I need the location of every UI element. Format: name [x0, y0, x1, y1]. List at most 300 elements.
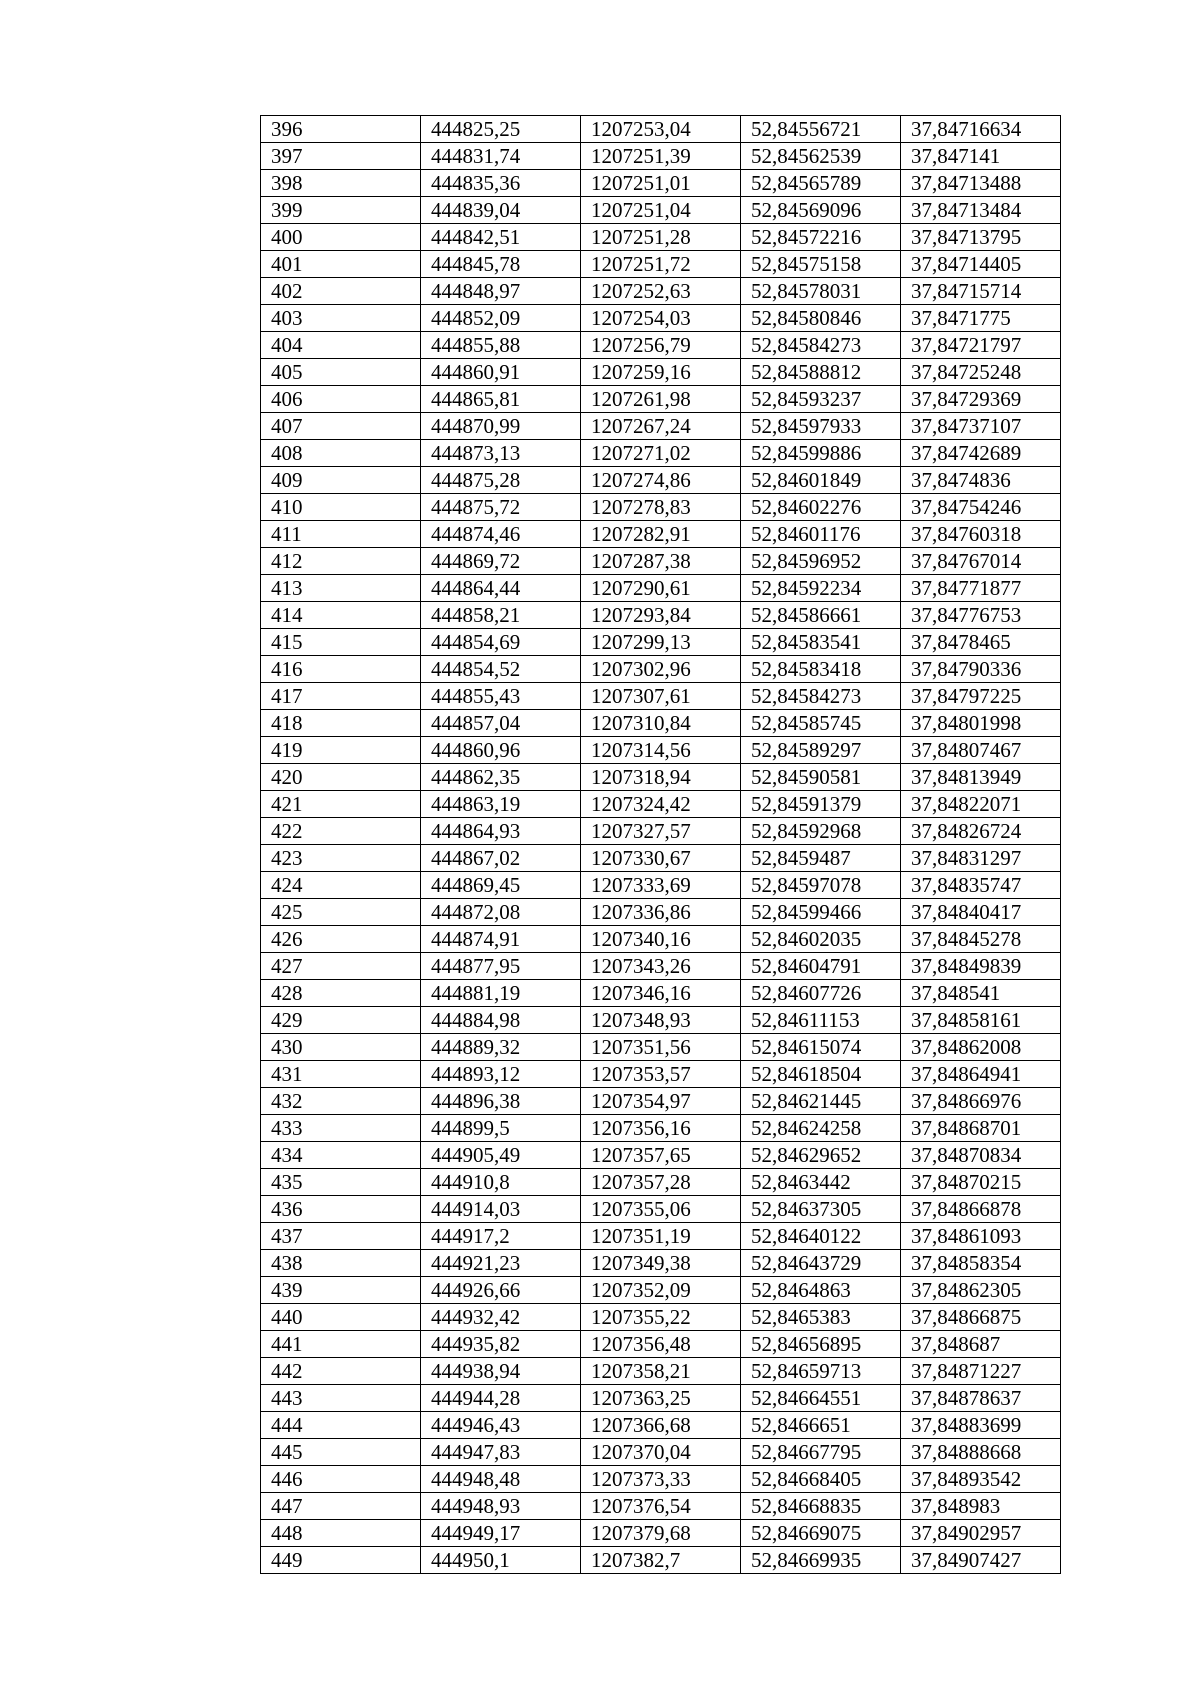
table-row [261, 251, 1061, 278]
y-coordinate-cell: 1207355,06 [581, 1196, 741, 1223]
point-number-cell: 449 [261, 1547, 421, 1574]
x-coordinate-cell: 444862,35 [421, 764, 581, 791]
x-coordinate-cell: 444935,82 [421, 1331, 581, 1358]
y-coordinate-cell: 1207282,91 [581, 521, 741, 548]
y-coordinate-cell: 1207290,61 [581, 575, 741, 602]
y-coordinate-cell: 1207376,54 [581, 1493, 741, 1520]
x-coordinate-cell: 444926,66 [421, 1277, 581, 1304]
y-coordinate-cell: 1207357,65 [581, 1142, 741, 1169]
longitude-cell: 37,84870215 [901, 1169, 1061, 1196]
latitude-cell: 52,84602276 [741, 494, 901, 521]
x-coordinate-cell: 444948,93 [421, 1493, 581, 1520]
longitude-cell: 37,84826724 [901, 818, 1061, 845]
table-row [261, 1142, 1061, 1169]
table-row [261, 386, 1061, 413]
table-row [261, 1196, 1061, 1223]
longitude-cell: 37,84866875 [901, 1304, 1061, 1331]
point-number-cell: 398 [261, 170, 421, 197]
latitude-cell: 52,84591379 [741, 791, 901, 818]
table-row [261, 440, 1061, 467]
x-coordinate-cell: 444917,2 [421, 1223, 581, 1250]
table-row [261, 1358, 1061, 1385]
x-coordinate-cell: 444864,44 [421, 575, 581, 602]
x-coordinate-cell: 444944,28 [421, 1385, 581, 1412]
x-coordinate-cell: 444884,98 [421, 1007, 581, 1034]
x-coordinate-cell: 444921,23 [421, 1250, 581, 1277]
y-coordinate-cell: 1207310,84 [581, 710, 741, 737]
y-coordinate-cell: 1207330,67 [581, 845, 741, 872]
longitude-cell: 37,84715714 [901, 278, 1061, 305]
y-coordinate-cell: 1207357,28 [581, 1169, 741, 1196]
y-coordinate-cell: 1207254,03 [581, 305, 741, 332]
point-number-cell: 445 [261, 1439, 421, 1466]
latitude-cell: 52,84669075 [741, 1520, 901, 1547]
longitude-cell: 37,84888668 [901, 1439, 1061, 1466]
latitude-cell: 52,84669935 [741, 1547, 901, 1574]
point-number-cell: 443 [261, 1385, 421, 1412]
y-coordinate-cell: 1207348,93 [581, 1007, 741, 1034]
table-row [261, 602, 1061, 629]
table-row [261, 1439, 1061, 1466]
y-coordinate-cell: 1207346,16 [581, 980, 741, 1007]
point-number-cell: 405 [261, 359, 421, 386]
longitude-cell: 37,848983 [901, 1493, 1061, 1520]
longitude-cell: 37,84902957 [901, 1520, 1061, 1547]
x-coordinate-cell: 444872,08 [421, 899, 581, 926]
longitude-cell: 37,84729369 [901, 386, 1061, 413]
table-row [261, 1250, 1061, 1277]
latitude-cell: 52,84592234 [741, 575, 901, 602]
latitude-cell: 52,84637305 [741, 1196, 901, 1223]
x-coordinate-cell: 444845,78 [421, 251, 581, 278]
latitude-cell: 52,84607726 [741, 980, 901, 1007]
latitude-cell: 52,84618504 [741, 1061, 901, 1088]
latitude-cell: 52,84585745 [741, 710, 901, 737]
table-row [261, 575, 1061, 602]
y-coordinate-cell: 1207251,04 [581, 197, 741, 224]
longitude-cell: 37,84883699 [901, 1412, 1061, 1439]
point-number-cell: 408 [261, 440, 421, 467]
table-row [261, 1115, 1061, 1142]
x-coordinate-cell: 444842,51 [421, 224, 581, 251]
longitude-cell: 37,84861093 [901, 1223, 1061, 1250]
latitude-cell: 52,8466651 [741, 1412, 901, 1439]
y-coordinate-cell: 1207352,09 [581, 1277, 741, 1304]
point-number-cell: 426 [261, 926, 421, 953]
x-coordinate-cell: 444938,94 [421, 1358, 581, 1385]
point-number-cell: 415 [261, 629, 421, 656]
table-row [261, 1169, 1061, 1196]
y-coordinate-cell: 1207252,63 [581, 278, 741, 305]
table-row [261, 224, 1061, 251]
table-row [261, 980, 1061, 1007]
point-number-cell: 413 [261, 575, 421, 602]
longitude-cell: 37,8478465 [901, 629, 1061, 656]
latitude-cell: 52,84562539 [741, 143, 901, 170]
point-number-cell: 422 [261, 818, 421, 845]
x-coordinate-cell: 444860,91 [421, 359, 581, 386]
y-coordinate-cell: 1207271,02 [581, 440, 741, 467]
point-number-cell: 447 [261, 1493, 421, 1520]
x-coordinate-cell: 444864,93 [421, 818, 581, 845]
x-coordinate-cell: 444855,43 [421, 683, 581, 710]
latitude-cell: 52,84667795 [741, 1439, 901, 1466]
longitude-cell: 37,84831297 [901, 845, 1061, 872]
y-coordinate-cell: 1207356,48 [581, 1331, 741, 1358]
latitude-cell: 52,84615074 [741, 1034, 901, 1061]
point-number-cell: 402 [261, 278, 421, 305]
latitude-cell: 52,84668835 [741, 1493, 901, 1520]
point-number-cell: 433 [261, 1115, 421, 1142]
longitude-cell: 37,848687 [901, 1331, 1061, 1358]
point-number-cell: 442 [261, 1358, 421, 1385]
point-number-cell: 396 [261, 116, 421, 143]
latitude-cell: 52,84621445 [741, 1088, 901, 1115]
point-number-cell: 421 [261, 791, 421, 818]
point-number-cell: 438 [261, 1250, 421, 1277]
longitude-cell: 37,84840417 [901, 899, 1061, 926]
x-coordinate-cell: 444910,8 [421, 1169, 581, 1196]
point-number-cell: 411 [261, 521, 421, 548]
x-coordinate-cell: 444948,48 [421, 1466, 581, 1493]
point-number-cell: 409 [261, 467, 421, 494]
x-coordinate-cell: 444949,17 [421, 1520, 581, 1547]
table-row [261, 1466, 1061, 1493]
table-row [261, 413, 1061, 440]
table-row [261, 1277, 1061, 1304]
longitude-cell: 37,84866878 [901, 1196, 1061, 1223]
longitude-cell: 37,84858161 [901, 1007, 1061, 1034]
point-number-cell: 436 [261, 1196, 421, 1223]
y-coordinate-cell: 1207351,56 [581, 1034, 741, 1061]
latitude-cell: 52,84556721 [741, 116, 901, 143]
x-coordinate-cell: 444857,04 [421, 710, 581, 737]
latitude-cell: 52,84572216 [741, 224, 901, 251]
table-row [261, 1061, 1061, 1088]
longitude-cell: 37,84866976 [901, 1088, 1061, 1115]
latitude-cell: 52,8463442 [741, 1169, 901, 1196]
point-number-cell: 401 [261, 251, 421, 278]
table-row [261, 521, 1061, 548]
x-coordinate-cell: 444854,69 [421, 629, 581, 656]
x-coordinate-cell: 444946,43 [421, 1412, 581, 1439]
x-coordinate-cell: 444870,99 [421, 413, 581, 440]
latitude-cell: 52,84588812 [741, 359, 901, 386]
latitude-cell: 52,84659713 [741, 1358, 901, 1385]
y-coordinate-cell: 1207354,97 [581, 1088, 741, 1115]
table-row [261, 467, 1061, 494]
point-number-cell: 423 [261, 845, 421, 872]
longitude-cell: 37,84822071 [901, 791, 1061, 818]
point-number-cell: 428 [261, 980, 421, 1007]
x-coordinate-cell: 444865,81 [421, 386, 581, 413]
longitude-cell: 37,84721797 [901, 332, 1061, 359]
longitude-cell: 37,84870834 [901, 1142, 1061, 1169]
y-coordinate-cell: 1207379,68 [581, 1520, 741, 1547]
y-coordinate-cell: 1207314,56 [581, 737, 741, 764]
longitude-cell: 37,8471775 [901, 305, 1061, 332]
latitude-cell: 52,8465383 [741, 1304, 901, 1331]
x-coordinate-cell: 444905,49 [421, 1142, 581, 1169]
longitude-cell: 37,84868701 [901, 1115, 1061, 1142]
table-row [261, 1493, 1061, 1520]
point-number-cell: 399 [261, 197, 421, 224]
x-coordinate-cell: 444867,02 [421, 845, 581, 872]
longitude-cell: 37,84713484 [901, 197, 1061, 224]
y-coordinate-cell: 1207253,04 [581, 116, 741, 143]
table-row [261, 305, 1061, 332]
point-number-cell: 416 [261, 656, 421, 683]
y-coordinate-cell: 1207333,69 [581, 872, 741, 899]
y-coordinate-cell: 1207366,68 [581, 1412, 741, 1439]
table-row [261, 116, 1061, 143]
table-row [261, 764, 1061, 791]
table-row [261, 1088, 1061, 1115]
table-row [261, 1412, 1061, 1439]
coordinates-table [260, 115, 1061, 1574]
y-coordinate-cell: 1207353,57 [581, 1061, 741, 1088]
point-number-cell: 427 [261, 953, 421, 980]
point-number-cell: 414 [261, 602, 421, 629]
point-number-cell: 446 [261, 1466, 421, 1493]
longitude-cell: 37,84907427 [901, 1547, 1061, 1574]
longitude-cell: 37,848541 [901, 980, 1061, 1007]
point-number-cell: 432 [261, 1088, 421, 1115]
y-coordinate-cell: 1207307,61 [581, 683, 741, 710]
point-number-cell: 420 [261, 764, 421, 791]
point-number-cell: 434 [261, 1142, 421, 1169]
table-row [261, 1520, 1061, 1547]
longitude-cell: 37,84713488 [901, 170, 1061, 197]
longitude-cell: 37,84858354 [901, 1250, 1061, 1277]
table-row [261, 818, 1061, 845]
longitude-cell: 37,84725248 [901, 359, 1061, 386]
longitude-cell: 37,84801998 [901, 710, 1061, 737]
y-coordinate-cell: 1207287,38 [581, 548, 741, 575]
table-row [261, 1547, 1061, 1574]
x-coordinate-cell: 444896,38 [421, 1088, 581, 1115]
table-row [261, 656, 1061, 683]
x-coordinate-cell: 444875,72 [421, 494, 581, 521]
y-coordinate-cell: 1207343,26 [581, 953, 741, 980]
y-coordinate-cell: 1207251,01 [581, 170, 741, 197]
point-number-cell: 439 [261, 1277, 421, 1304]
point-number-cell: 431 [261, 1061, 421, 1088]
x-coordinate-cell: 444881,19 [421, 980, 581, 1007]
point-number-cell: 407 [261, 413, 421, 440]
y-coordinate-cell: 1207336,86 [581, 899, 741, 926]
table-row [261, 710, 1061, 737]
y-coordinate-cell: 1207324,42 [581, 791, 741, 818]
table-row [261, 629, 1061, 656]
latitude-cell: 52,84583541 [741, 629, 901, 656]
latitude-cell: 52,84578031 [741, 278, 901, 305]
x-coordinate-cell: 444869,72 [421, 548, 581, 575]
latitude-cell: 52,84599886 [741, 440, 901, 467]
longitude-cell: 37,84862305 [901, 1277, 1061, 1304]
y-coordinate-cell: 1207327,57 [581, 818, 741, 845]
point-number-cell: 441 [261, 1331, 421, 1358]
table-row [261, 926, 1061, 953]
table-row [261, 143, 1061, 170]
latitude-cell: 52,84593237 [741, 386, 901, 413]
latitude-cell: 52,84584273 [741, 683, 901, 710]
x-coordinate-cell: 444932,42 [421, 1304, 581, 1331]
y-coordinate-cell: 1207293,84 [581, 602, 741, 629]
latitude-cell: 52,84664551 [741, 1385, 901, 1412]
point-number-cell: 448 [261, 1520, 421, 1547]
latitude-cell: 52,84584273 [741, 332, 901, 359]
x-coordinate-cell: 444893,12 [421, 1061, 581, 1088]
longitude-cell: 37,84737107 [901, 413, 1061, 440]
point-number-cell: 412 [261, 548, 421, 575]
point-number-cell: 397 [261, 143, 421, 170]
longitude-cell: 37,84760318 [901, 521, 1061, 548]
y-coordinate-cell: 1207251,72 [581, 251, 741, 278]
latitude-cell: 52,84589297 [741, 737, 901, 764]
point-number-cell: 419 [261, 737, 421, 764]
table-row [261, 791, 1061, 818]
table-row [261, 170, 1061, 197]
x-coordinate-cell: 444874,46 [421, 521, 581, 548]
y-coordinate-cell: 1207251,28 [581, 224, 741, 251]
longitude-cell: 37,84797225 [901, 683, 1061, 710]
x-coordinate-cell: 444950,1 [421, 1547, 581, 1574]
y-coordinate-cell: 1207251,39 [581, 143, 741, 170]
table-row [261, 548, 1061, 575]
longitude-cell: 37,84742689 [901, 440, 1061, 467]
latitude-cell: 52,84602035 [741, 926, 901, 953]
point-number-cell: 400 [261, 224, 421, 251]
y-coordinate-cell: 1207318,94 [581, 764, 741, 791]
y-coordinate-cell: 1207278,83 [581, 494, 741, 521]
longitude-cell: 37,8474836 [901, 467, 1061, 494]
table-row [261, 1385, 1061, 1412]
longitude-cell: 37,84776753 [901, 602, 1061, 629]
x-coordinate-cell: 444869,45 [421, 872, 581, 899]
table-row [261, 332, 1061, 359]
longitude-cell: 37,84767014 [901, 548, 1061, 575]
point-number-cell: 417 [261, 683, 421, 710]
y-coordinate-cell: 1207256,79 [581, 332, 741, 359]
x-coordinate-cell: 444874,91 [421, 926, 581, 953]
point-number-cell: 429 [261, 1007, 421, 1034]
point-number-cell: 425 [261, 899, 421, 926]
point-number-cell: 406 [261, 386, 421, 413]
latitude-cell: 52,8459487 [741, 845, 901, 872]
y-coordinate-cell: 1207349,38 [581, 1250, 741, 1277]
latitude-cell: 52,8464863 [741, 1277, 901, 1304]
longitude-cell: 37,84771877 [901, 575, 1061, 602]
latitude-cell: 52,84590581 [741, 764, 901, 791]
x-coordinate-cell: 444854,52 [421, 656, 581, 683]
point-number-cell: 435 [261, 1169, 421, 1196]
longitude-cell: 37,84716634 [901, 116, 1061, 143]
latitude-cell: 52,84611153 [741, 1007, 901, 1034]
x-coordinate-cell: 444855,88 [421, 332, 581, 359]
table-row [261, 872, 1061, 899]
latitude-cell: 52,84656895 [741, 1331, 901, 1358]
latitude-cell: 52,84580846 [741, 305, 901, 332]
x-coordinate-cell: 444858,21 [421, 602, 581, 629]
longitude-cell: 37,84893542 [901, 1466, 1061, 1493]
table-row [261, 899, 1061, 926]
x-coordinate-cell: 444863,19 [421, 791, 581, 818]
y-coordinate-cell: 1207373,33 [581, 1466, 741, 1493]
longitude-cell: 37,84849839 [901, 953, 1061, 980]
point-number-cell: 404 [261, 332, 421, 359]
longitude-cell: 37,84835747 [901, 872, 1061, 899]
y-coordinate-cell: 1207302,96 [581, 656, 741, 683]
y-coordinate-cell: 1207370,04 [581, 1439, 741, 1466]
x-coordinate-cell: 444877,95 [421, 953, 581, 980]
latitude-cell: 52,84599466 [741, 899, 901, 926]
latitude-cell: 52,84569096 [741, 197, 901, 224]
point-number-cell: 440 [261, 1304, 421, 1331]
table-row [261, 845, 1061, 872]
point-number-cell: 444 [261, 1412, 421, 1439]
table-row [261, 1331, 1061, 1358]
longitude-cell: 37,84790336 [901, 656, 1061, 683]
table-row [261, 953, 1061, 980]
y-coordinate-cell: 1207261,98 [581, 386, 741, 413]
latitude-cell: 52,84597078 [741, 872, 901, 899]
longitude-cell: 37,84813949 [901, 764, 1061, 791]
table-row [261, 1304, 1061, 1331]
x-coordinate-cell: 444852,09 [421, 305, 581, 332]
point-number-cell: 430 [261, 1034, 421, 1061]
latitude-cell: 52,84629652 [741, 1142, 901, 1169]
longitude-cell: 37,84878637 [901, 1385, 1061, 1412]
coordinates-table-body [261, 116, 1061, 1574]
x-coordinate-cell: 444831,74 [421, 143, 581, 170]
longitude-cell: 37,84871227 [901, 1358, 1061, 1385]
longitude-cell: 37,84862008 [901, 1034, 1061, 1061]
y-coordinate-cell: 1207351,19 [581, 1223, 741, 1250]
table-row [261, 1223, 1061, 1250]
point-number-cell: 424 [261, 872, 421, 899]
x-coordinate-cell: 444860,96 [421, 737, 581, 764]
longitude-cell: 37,84845278 [901, 926, 1061, 953]
table-row [261, 494, 1061, 521]
longitude-cell: 37,84754246 [901, 494, 1061, 521]
y-coordinate-cell: 1207259,16 [581, 359, 741, 386]
point-number-cell: 437 [261, 1223, 421, 1250]
latitude-cell: 52,84596952 [741, 548, 901, 575]
x-coordinate-cell: 444947,83 [421, 1439, 581, 1466]
longitude-cell: 37,84714405 [901, 251, 1061, 278]
latitude-cell: 52,84643729 [741, 1250, 901, 1277]
table-row [261, 1007, 1061, 1034]
x-coordinate-cell: 444875,28 [421, 467, 581, 494]
y-coordinate-cell: 1207358,21 [581, 1358, 741, 1385]
table-row [261, 1034, 1061, 1061]
latitude-cell: 52,84601849 [741, 467, 901, 494]
x-coordinate-cell: 444889,32 [421, 1034, 581, 1061]
x-coordinate-cell: 444848,97 [421, 278, 581, 305]
y-coordinate-cell: 1207355,22 [581, 1304, 741, 1331]
point-number-cell: 403 [261, 305, 421, 332]
y-coordinate-cell: 1207274,86 [581, 467, 741, 494]
latitude-cell: 52,84592968 [741, 818, 901, 845]
table-row [261, 197, 1061, 224]
table-row [261, 278, 1061, 305]
latitude-cell: 52,84624258 [741, 1115, 901, 1142]
table-row [261, 683, 1061, 710]
latitude-cell: 52,84583418 [741, 656, 901, 683]
latitude-cell: 52,84586661 [741, 602, 901, 629]
latitude-cell: 52,84640122 [741, 1223, 901, 1250]
